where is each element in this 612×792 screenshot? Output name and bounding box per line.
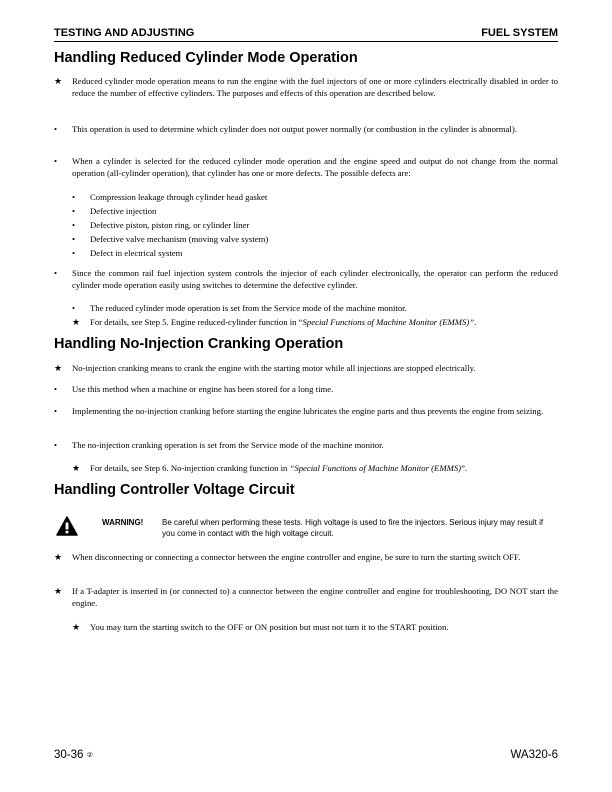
list-item: ★ No-injection cranking means to crank the engine with the starting motor while all injections are stopped electrically. [54, 363, 476, 373]
star-icon: ★ [54, 363, 63, 373]
header-section: FUEL SYSTEM [481, 27, 558, 39]
list-item: • Since the common rail fuel injection system controls the injector of each cylinder electronically, the operator can perform the reduced cylinder mode operation easily using switches to determine the defective cylinder. [54, 268, 558, 291]
warning-text: Be careful when performing these tests. High voltage is used to fire the injectors. Serious injury may result if you come in contact with the high voltage circuit. [162, 518, 544, 538]
list-item: ★ When disconnecting or connecting a connector between the engine controller and engine, be sure to turn the starting switch OFF. [54, 552, 521, 562]
bullet-icon: • [72, 206, 76, 216]
bullet-icon: • [54, 124, 58, 134]
sub-list-item: • The reduced cylinder mode operation is set from the Service mode of the machine monitor. [72, 303, 407, 313]
star-icon: ★ [72, 463, 81, 473]
bullet-icon: • [72, 303, 76, 313]
sub-list-item: • Compression leakage through cylinder head gasket [72, 192, 268, 202]
reference-title: Special Functions of Machine Monitor (EMMS)” [302, 317, 475, 327]
revision-mark: ② [86, 752, 93, 759]
bullet-icon: • [72, 248, 76, 258]
star-icon: ★ [72, 622, 81, 632]
bullet-icon: • [54, 268, 58, 278]
sub-list-item: ★ You may turn the starting switch to the OFF or ON position but must not turn it to the START position. [72, 622, 449, 632]
bullet-icon: • [54, 156, 58, 166]
section-title-controller-voltage: Handling Controller Voltage Circuit [54, 482, 295, 498]
list-item: ★ If a T-adapter is inserted in (or connected to) a connector between the engine controller and engine for troubleshooting, DO NOT start the engine. [54, 586, 558, 609]
sub-list-item: • Defective piston, piston ring, or cylinder liner [72, 220, 250, 230]
list-item: • The no-injection cranking operation is set from the Service mode of the machine monitor. [54, 440, 384, 450]
star-icon: ★ [54, 586, 63, 596]
section-title-reduced-cylinder: Handling Reduced Cylinder Mode Operation [54, 50, 358, 66]
sub-list-item: ★ For details, see Step 6. No-injection cranking function in “Special Functions of Machine Monitor (EMMS)”. [72, 463, 468, 473]
star-icon: ★ [54, 76, 63, 86]
page-number: 30-36 ② [54, 749, 93, 761]
sub-list-item: • Defective valve mechanism (moving valve system) [72, 234, 269, 244]
warning-triangle-icon [56, 516, 78, 536]
sub-list-item: • Defective injection [72, 206, 157, 216]
bullet-icon: • [72, 220, 76, 230]
sub-list-item: • Defect in electrical system [72, 248, 183, 258]
bullet-icon: • [72, 234, 76, 244]
bullet-icon: • [54, 384, 58, 394]
page-header [54, 27, 558, 42]
list-item: • This operation is used to determine which cylinder does not output power normally (or combustion in the cylinder is abnormal). [54, 124, 517, 134]
section-title-no-injection: Handling No-Injection Cranking Operation [54, 336, 344, 352]
model-number: WA320-6 [510, 749, 558, 761]
bullet-icon: • [72, 192, 76, 202]
bullet-icon: • [54, 440, 58, 450]
sub-list-item: ★ For details, see Step 5. Engine reduced-cylinder function in “Special Functions of Machine Monitor (EMMS)”. [72, 317, 477, 327]
list-item: • Use this method when a machine or engine has been stored for a long time. [54, 384, 334, 394]
header-chapter: TESTING AND ADJUSTING [54, 27, 195, 39]
warning-label: WARNING! [102, 518, 144, 527]
list-item: • Implementing the no-injection cranking before starting the engine lubricates the engine parts and thus prevents the engine from seizing. [54, 406, 544, 416]
list-item: • When a cylinder is selected for the reduced cylinder mode operation and the engine speed and output do not change from the normal operation (all-cylinder operation), that cylinder has one or more defects. The possible defects are: [54, 156, 558, 179]
list-item: ★ Reduced cylinder mode operation means to run the engine with the fuel injectors of one or more cylinders electrically disabled in order to reduce the number of effective cylinders. The purposes and effects of this operation are described below. [54, 76, 558, 99]
star-icon: ★ [72, 317, 81, 327]
bullet-icon: • [54, 406, 58, 416]
star-icon: ★ [54, 552, 63, 562]
reference-title: “Special Functions of Machine Monitor (EMMS) [289, 463, 462, 473]
